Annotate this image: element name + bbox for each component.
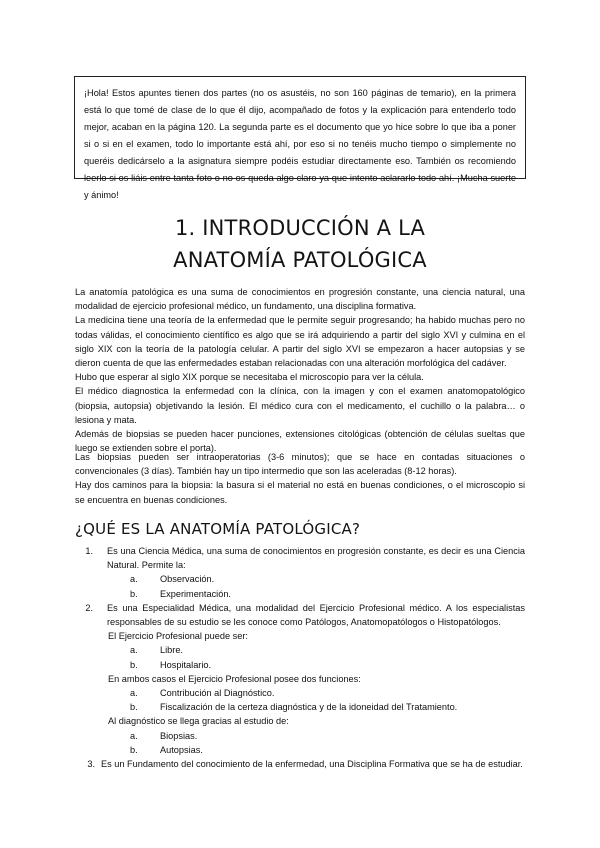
sub-item-text: Fiscalización de la certeza diagnóstica y de la idoneidad del Tratamiento. bbox=[160, 702, 458, 713]
sub-item-text: Hospitalario. bbox=[160, 659, 212, 670]
sub-item-text: Libre. bbox=[160, 645, 183, 656]
list-number: 2. bbox=[85, 602, 93, 613]
sub-item bbox=[108, 686, 525, 700]
sub-item-text: Experimentación. bbox=[160, 588, 231, 599]
sub-item-text: Observación. bbox=[160, 574, 215, 585]
intro-note-box bbox=[74, 76, 526, 200]
sub-label: Al diagnóstico se llega gracias al estudio de: bbox=[108, 716, 289, 727]
sub-item bbox=[108, 729, 525, 743]
biopsy-paragraph: Hay dos caminos para la biopsia: la basura si el material no está en buenas condiciones, o el microscopio si se encuentra en buenas condiciones. bbox=[75, 480, 525, 505]
chapter-title bbox=[75, 212, 525, 276]
sub-item-letter: a. bbox=[130, 645, 138, 656]
chapter-title-line-2: ANATOMÍA PATOLÓGICA bbox=[173, 248, 427, 272]
intro-paragraph: Hubo que esperar al siglo XIX porque se necesitaba el microscopio para ver la célula. bbox=[75, 372, 424, 383]
list-item-text: Es una Especialidad Médica, una modalidad del Ejercicio Profesional médico. A los especialistas responsables de su estudio se les conoce como Patólogos, Anatomopatólogos o Histopatólogos. bbox=[107, 602, 525, 628]
biopsy-section bbox=[75, 450, 525, 507]
sub-item-text: Contribución al Diagnóstico. bbox=[160, 688, 275, 699]
sub-item bbox=[108, 700, 525, 714]
biopsy-paragraph: Las biopsias pueden ser intraoperatorias (3-6 minutos); que se hace en contadas situaciones o convencionales (3 días). También hay un tipo intermedio que son las aceleradas (8-12 horas). bbox=[75, 452, 525, 477]
section-heading: ¿QUÉ ES LA ANATOMÍA PATOLÓGICA? bbox=[75, 520, 361, 538]
sub-item-letter: b. bbox=[130, 702, 138, 713]
sub-item bbox=[108, 658, 525, 672]
intro-paragraph: La medicina tiene una teoría de la enfermedad que le permite seguir progresando; ha habido muchas pero no todas válidas, el conocimiento científico es algo que se irá adquiriendo a partir del siglo XVI y culmina en el siglo XIX con la teoría de la patología celular. A partir del siglo XVI se empezaron a hacer autopsias y se dieron cuenta de que las enfermedades estaban relacionadas con una alteración morfológica del cadáver. bbox=[75, 315, 525, 369]
sub-item-text: Autopsias. bbox=[160, 744, 203, 755]
sub-item bbox=[108, 743, 525, 757]
sub-item-letter: b. bbox=[130, 744, 138, 755]
sub-item-letter: b. bbox=[130, 588, 138, 599]
list-item bbox=[75, 757, 525, 771]
list-item bbox=[75, 544, 525, 572]
list-number: 1. bbox=[85, 546, 93, 556]
list-item-text: Es una Ciencia Médica, una suma de conocimientos en progresión constante, es decir es una Ciencia Natural. Permite la: bbox=[107, 546, 525, 571]
sub-item-letter: a. bbox=[130, 730, 138, 741]
intro-section bbox=[75, 285, 525, 455]
sub-item-letter: a. bbox=[130, 574, 138, 585]
sub-item bbox=[108, 587, 525, 601]
list-item-text: Es un Fundamento del conocimiento de la enfermedad, una Disciplina Formativa que se ha de estudiar. bbox=[101, 759, 523, 770]
sub-item-text: Biopsias. bbox=[160, 730, 198, 741]
sub-item-letter: b. bbox=[130, 659, 138, 670]
intro-note-text: ¡Hola! Estos apuntes tienen dos partes (no os asustéis, no son 160 páginas de temario), en la primera está lo que tomé de clase de lo que él dijo, acompañado de fotos y la explicación para entenderlo todo mejor, acaban en la página 120. La segunda parte es el documento que yo hice sobre lo que iba a poner si o si en el examen, todo lo importante está ahí, por eso si no tenéis mucho tiempo o simplemente no queréis dedicárselo a la asignatura siempre podéis estudiar directamente eso. También os recomiendo leerlo si os liáis entre tanta foto o no os queda algo claro ya que intento aclararlo todo ahí. ¡Mucha suerte y ánimo! bbox=[84, 88, 516, 200]
intro-paragraph: La anatomía patológica es una suma de conocimientos en progresión constante, una ciencia natural, una modalidad de ejercicio profesional médico, un fundamento, una disciplina formativa. bbox=[75, 287, 525, 312]
list-number: 3. bbox=[87, 759, 95, 770]
intro-paragraph: El médico diagnostica la enfermedad con la clínica, con la imagen y con el examen anatomopatológico (biopsia, autopsia) objetivando la lesión. El médico cura con el medicamento, el cuchillo o la palabra… o lesiona y mata. bbox=[75, 386, 525, 425]
sub-label: En ambos casos el Ejercicio Profesional posee dos funciones: bbox=[108, 673, 361, 684]
sub-label: El Ejercicio Profesional puede ser: bbox=[108, 631, 248, 642]
definition-list bbox=[75, 544, 525, 771]
sub-item-letter: a. bbox=[130, 688, 138, 699]
list-item bbox=[75, 601, 525, 629]
chapter-title-line-1: 1. INTRODUCCIÓN A LA bbox=[174, 216, 426, 240]
sub-item bbox=[108, 572, 525, 586]
intro-paragraph: Además de biopsias se pueden hacer punciones, extensiones citológicas (obtención de células sueltas que luego se extienden sobre el porta). bbox=[75, 429, 525, 454]
sub-item bbox=[108, 643, 525, 657]
